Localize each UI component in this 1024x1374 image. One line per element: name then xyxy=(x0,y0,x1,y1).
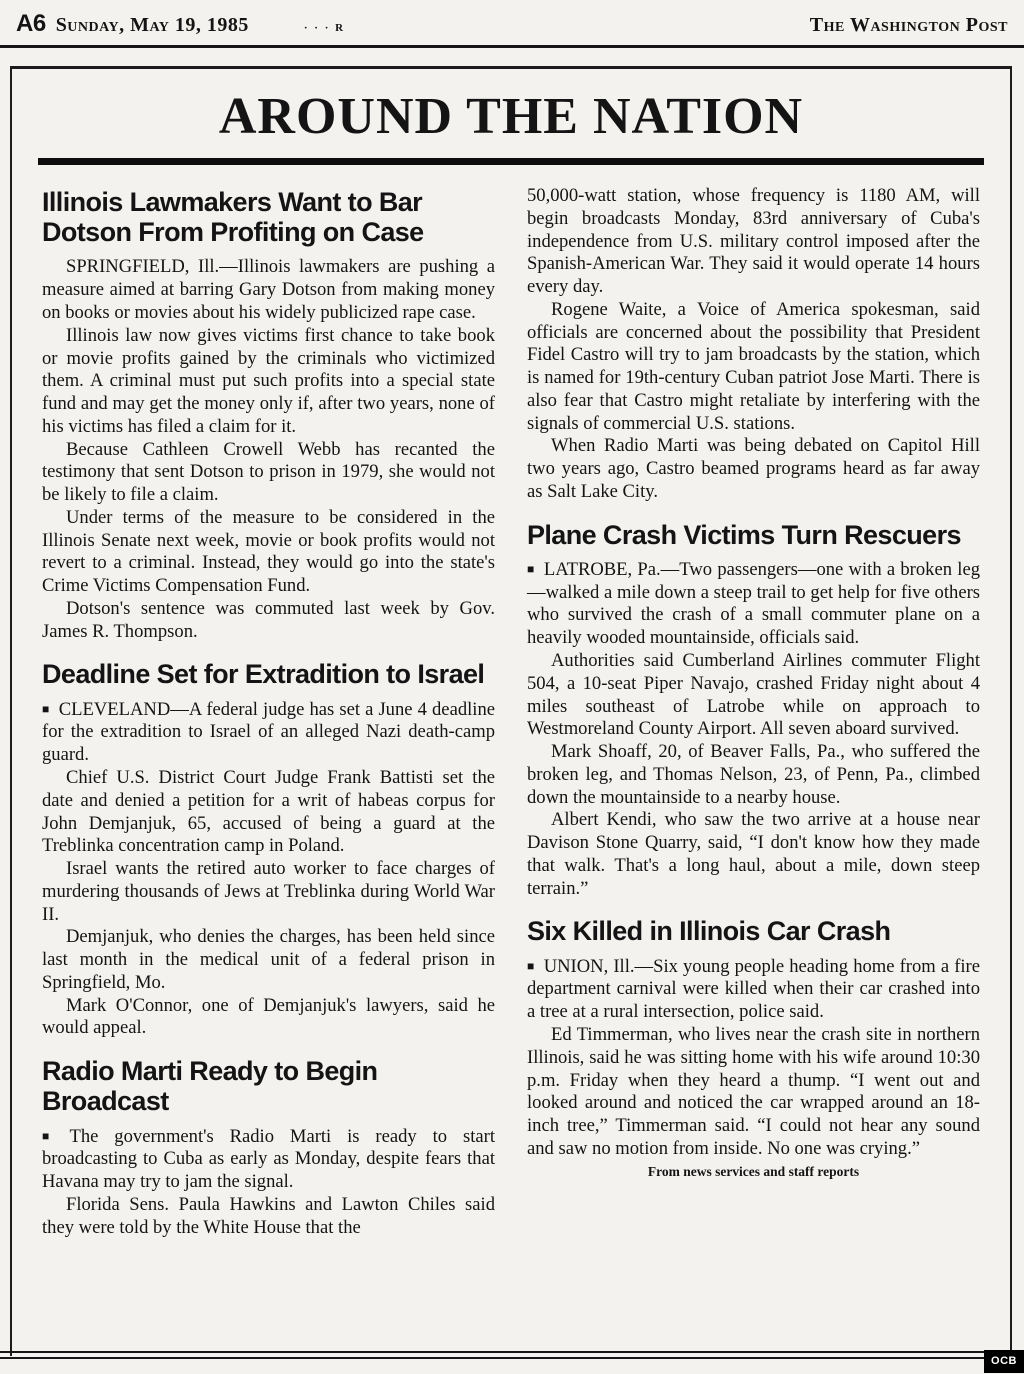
paper-name: The Washington Post xyxy=(809,14,1008,36)
paragraph: Rogene Waite, a Voice of America spokesman, said officials are concerned about the possibility that President Fidel Castro will try to jam broadcasts by the station, which is named for 19th-century Cuban patriot Jose Marti. There is also fear that Castro might retaliate by interfering with the signals of commercial U.S. stations. xyxy=(527,298,980,434)
paragraph-text: LATROBE, Pa.—Two passengers—one with a broken leg—walked a mile down a steep trail to get help for five others who survived the crash of a small commuter plane on a heavily wooded mountainside, officials said. xyxy=(527,558,980,649)
paragraph xyxy=(527,956,980,1024)
masthead-rule xyxy=(0,45,1024,48)
page-number: A6 xyxy=(16,10,46,37)
edition-mark: · · · R xyxy=(303,22,346,34)
credit-line: From news services and staff reports xyxy=(647,1163,860,1179)
title-rule xyxy=(38,158,984,165)
paragraph: Illinois law now gives victims first chance to take book or movie profits gained by the criminals who victimized them. A criminal must put such profits into a special state fund and may get the money only if, after two years, none of his victims has filed a claim for it. xyxy=(42,324,495,437)
article-car-crash xyxy=(527,916,980,1160)
paragraph: Chief U.S. District Court Judge Frank Battisti set the date and denied a petition for a writ of habeas corpus for John Demjanjuk, 65, accused of being a guard at the Treblinka concentration camp in Poland. xyxy=(42,767,495,857)
article-headline: Illinois Lawmakers Want to Bar Dotson From Profiting on Case xyxy=(42,187,424,248)
square-bullet-icon: ■ xyxy=(527,958,535,973)
article-headline: Six Killed in Illinois Car Crash xyxy=(527,916,891,947)
masthead-date: Sunday, May 19, 1985 xyxy=(55,14,249,36)
paragraph: Because Cathleen Crowell Webb has recanted the testimony that sent Dotson to prison in 1979, she would not be likely to file a claim. xyxy=(42,438,495,506)
columns xyxy=(12,165,1010,1240)
bottom-rule xyxy=(0,1351,1024,1359)
content-box xyxy=(10,66,1012,1356)
paragraph: Florida Sens. Paula Hawkins and Lawton Chiles said they were told by the White House that the xyxy=(42,1193,495,1238)
paragraph: When Radio Marti was being debated on Capitol Hill two years ago, Castro beamed programs heard as far away as Salt Lake City. xyxy=(527,435,980,502)
article-extradition xyxy=(42,659,495,1040)
paragraph: 50,000-watt station, whose frequency is 1180 AM, will begin broadcasts Monday, 83rd anniversary of Cuba's independence from U.S. military control imposed after the Spanish-American War. They said it would operate 14 hours every day. xyxy=(527,185,980,298)
article-dotson xyxy=(42,187,495,643)
square-bullet-icon: ■ xyxy=(42,701,50,716)
section-title: AROUND THE NATION xyxy=(218,88,804,145)
paragraph-text: The government's Radio Marti is ready to start broadcasting to Cuba as early as Monday, despite fears that Havana may try to jam the signal. xyxy=(42,1125,495,1193)
paragraph: Ed Timmerman, who lives near the crash site in northern Illinois, said he was sitting home with his wife around 10:30 p.m. Friday when they heard a thump. “I went out and looked around and noticed the car wrapped around an 18-inch tree,” Timmerman said. “I could not hear any sound and saw no motion from inside. No one was crying.” xyxy=(527,1023,980,1159)
paragraph: Under terms of the measure to be considered in the Illinois Senate next week, movie or book profits would not revert to a criminal. Instead, they would go into the state's Crime Victims Compensation Fund. xyxy=(42,506,495,597)
paragraph: Albert Kendi, who saw the two arrive at a house near Davison Stone Quarry, said, “I don't know how they made that walk. That's a long haul, about a mile, down steep terrain.” xyxy=(527,809,980,899)
masthead-left xyxy=(16,10,345,38)
article-headline: Deadline Set for Extradition to Israel xyxy=(42,659,485,690)
masthead xyxy=(16,10,1008,38)
article-radio-marti xyxy=(42,1056,495,1239)
article-headline: Radio Marti Ready to Begin Broadcast xyxy=(42,1056,378,1117)
article-plane-crash xyxy=(527,520,980,901)
square-bullet-icon: ■ xyxy=(42,1128,61,1143)
paragraph-text: CLEVELAND—A federal judge has set a June 4 deadline for the extradition to Israel of an alleged Nazi death-camp guard. xyxy=(42,698,495,766)
paragraph xyxy=(527,559,980,650)
paragraph: SPRINGFIELD, Ill.—Illinois lawmakers are pushing a measure aimed at barring Gary Dotson from making money on books or movies about his widely publicized rape case. xyxy=(42,256,495,323)
paragraph: Dotson's sentence was commuted last week by Gov. James R. Thompson. xyxy=(42,597,495,642)
article-radio-marti-continued xyxy=(527,185,980,504)
paragraph: Demjanjuk, who denies the charges, has been held since last month in the medical unit of a federal prison in Springfield, Mo. xyxy=(42,926,495,993)
paragraph: Mark Shoaff, 20, of Beaver Falls, Pa., who suffered the broken leg, and Thomas Nelson, 23, of Penn, Pa., climbed down the mountainside to a nearby house. xyxy=(527,741,980,808)
column-right xyxy=(527,185,980,1240)
paragraph: Mark O'Connor, one of Demjanjuk's lawyers, said he would appeal. xyxy=(42,994,495,1039)
paragraph: Authorities said Cumberland Airlines commuter Flight 504, a 10-seat Piper Navajo, crashed Friday night about 4 miles southeast of Latrobe while on approach to Westmoreland County Airport. All seven aboard survived. xyxy=(527,650,980,740)
paragraph-text: UNION, Ill.—Six young people heading home from a fire department carnival were killed when their car crashed into a tree at a rural intersection, police said. xyxy=(527,955,980,1023)
paragraph: Israel wants the retired auto worker to face charges of murdering thousands of Jews at Treblinka during World War II. xyxy=(42,858,495,925)
paragraph xyxy=(42,699,495,767)
article-headline: Plane Crash Victims Turn Rescuers xyxy=(527,519,961,550)
square-bullet-icon: ■ xyxy=(527,561,535,576)
ocb-watermark-badge: OCB xyxy=(984,1350,1024,1373)
paragraph xyxy=(42,1126,495,1194)
column-left xyxy=(42,185,495,1240)
